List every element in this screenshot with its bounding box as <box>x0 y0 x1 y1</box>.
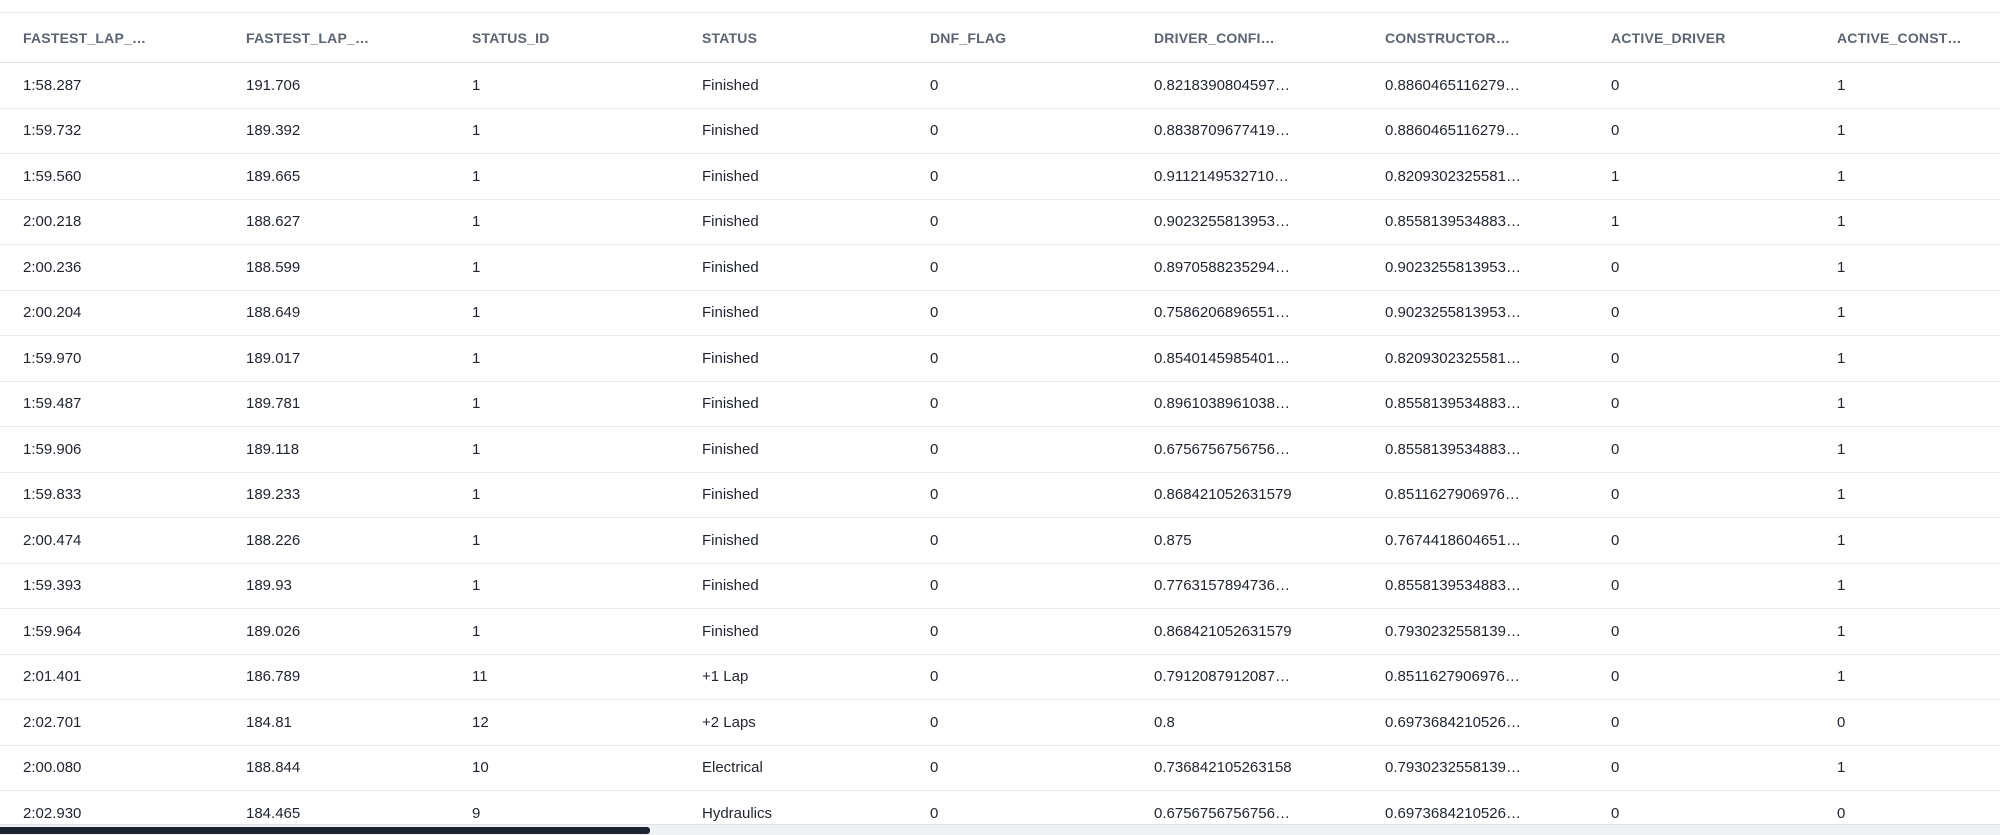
table-cell[interactable]: 0.6973684210526… <box>1385 804 1521 822</box>
table-cell[interactable]: 188.844 <box>246 759 301 777</box>
table-cell[interactable]: 1:59.560 <box>23 167 82 185</box>
table-cell[interactable]: 191.706 <box>246 76 301 94</box>
table-cell[interactable]: 189.017 <box>246 349 301 367</box>
table-row <box>0 336 2000 382</box>
table-cell[interactable]: 0.8511627906976… <box>1385 486 1520 504</box>
table-row <box>0 473 2000 519</box>
table-cell[interactable]: 12 <box>472 713 489 731</box>
table-cell[interactable]: 0.6756756756756… <box>1154 804 1290 822</box>
table-cell[interactable]: 1 <box>1611 213 1620 231</box>
table-cell[interactable]: 0 <box>1611 577 1620 595</box>
table-row <box>0 200 2000 246</box>
table-cell[interactable]: 0.8558139534883… <box>1385 213 1521 231</box>
table-cell[interactable]: 0 <box>930 258 939 276</box>
table-cell[interactable]: 189.665 <box>246 167 301 185</box>
table-cell[interactable]: 0.8860465116279… <box>1385 122 1520 140</box>
table-cell[interactable]: 1 <box>472 258 481 276</box>
table-row <box>0 564 2000 610</box>
column-header-7-active-driver[interactable]: ACTIVE_DRIVER <box>1611 29 1726 46</box>
table-cell[interactable]: 2:00.236 <box>23 258 82 276</box>
table-cell[interactable]: 1:59.732 <box>23 122 82 140</box>
table-cell[interactable]: 0.6756756756756… <box>1154 440 1290 458</box>
table-cell[interactable]: 0 <box>930 668 939 686</box>
table-cell[interactable]: 1:59.833 <box>23 486 82 504</box>
table-row <box>0 746 2000 792</box>
table-cell[interactable]: 2:00.204 <box>23 304 82 322</box>
table-cell[interactable]: 0 <box>930 622 939 640</box>
table-cell[interactable]: 11 <box>472 668 488 686</box>
table-row <box>0 655 2000 701</box>
table-cell[interactable]: 189.118 <box>246 440 300 458</box>
table-cell[interactable]: 2:00.218 <box>23 213 82 231</box>
column-header-2-status-id[interactable]: STATUS_ID <box>472 29 550 46</box>
table-row <box>0 382 2000 428</box>
table-cell[interactable]: 2:00.474 <box>23 531 82 549</box>
table-cell[interactable]: Finished <box>702 349 759 367</box>
table-cell[interactable]: 0 <box>1611 349 1620 367</box>
table-cell[interactable]: 1 <box>1837 349 1846 367</box>
table-cell[interactable]: 0 <box>930 304 939 322</box>
table-cell[interactable]: 0.8209302325581… <box>1385 167 1521 185</box>
table-cell[interactable]: 0 <box>1611 713 1620 731</box>
table-cell[interactable]: 0.8558139534883… <box>1385 440 1521 458</box>
table-cell[interactable]: 0.6973684210526… <box>1385 713 1521 731</box>
table-cell[interactable]: 0 <box>930 349 939 367</box>
table-cell[interactable]: 1 <box>1837 668 1846 686</box>
table-cell[interactable]: 1 <box>472 486 481 504</box>
table-cell[interactable]: 0.9112149532710… <box>1154 167 1289 185</box>
table-cell[interactable]: 0.8511627906976… <box>1385 668 1520 686</box>
table-cell[interactable]: 1 <box>472 531 481 549</box>
table-cell[interactable]: 1 <box>1837 622 1846 640</box>
table-cell[interactable]: 0 <box>1611 622 1620 640</box>
table-cell[interactable]: 2:01.401 <box>23 668 82 686</box>
table-cell[interactable]: 0.875 <box>1154 531 1192 549</box>
table-cell[interactable]: 188.627 <box>246 213 301 231</box>
table-cell[interactable]: 0 <box>930 577 939 595</box>
table-body <box>0 63 2000 835</box>
table-cell[interactable]: 0.8558139534883… <box>1385 395 1521 413</box>
table-row <box>0 63 2000 109</box>
table-cell[interactable]: 1 <box>1837 304 1846 322</box>
table-cell[interactable]: 0.736842105263158 <box>1154 759 1292 777</box>
table-cell[interactable]: 0.8540145985401… <box>1154 349 1290 367</box>
table-cell[interactable]: 0 <box>1611 258 1620 276</box>
table-row <box>0 427 2000 473</box>
table-cell[interactable]: 0 <box>930 213 939 231</box>
table-cell[interactable]: 1 <box>1837 213 1846 231</box>
table-cell[interactable]: 0 <box>930 804 939 822</box>
table-cell[interactable]: Finished <box>702 213 759 231</box>
table-cell[interactable]: Finished <box>702 167 759 185</box>
table-cell[interactable]: 0.7586206896551… <box>1154 304 1290 322</box>
table-cell[interactable]: 1:59.964 <box>23 622 82 640</box>
table-cell[interactable]: 0 <box>930 167 939 185</box>
table-cell[interactable]: Hydraulics <box>702 804 773 822</box>
table-row <box>0 518 2000 564</box>
table-cell[interactable]: 10 <box>472 759 489 777</box>
table-cell[interactable]: +2 Laps <box>702 713 756 731</box>
table-row <box>0 154 2000 200</box>
table-cell[interactable]: 1 <box>1837 76 1846 94</box>
table-cell[interactable]: 0.8961038961038… <box>1154 395 1290 413</box>
table-cell[interactable]: 0 <box>1611 668 1620 686</box>
table-row <box>0 700 2000 746</box>
table-cell[interactable]: 1 <box>472 577 481 595</box>
column-header-0-fastest-lap[interactable]: FASTEST_LAP_… <box>23 29 147 46</box>
table-cell[interactable]: 1 <box>1837 486 1846 504</box>
column-header-5-driver-confi[interactable]: DRIVER_CONFI… <box>1154 29 1275 46</box>
table-cell[interactable]: 0 <box>1611 122 1620 140</box>
table-cell[interactable]: 0.8558139534883… <box>1385 577 1521 595</box>
table-cell[interactable]: 188.226 <box>246 531 301 549</box>
table-cell[interactable]: 0 <box>930 122 939 140</box>
table-cell[interactable]: 1 <box>1837 759 1846 777</box>
table-cell[interactable]: 0 <box>1611 486 1620 504</box>
table-cell[interactable]: 189.026 <box>246 622 301 640</box>
table-cell[interactable]: +1 Lap <box>702 668 749 686</box>
table-cell[interactable]: 188.599 <box>246 258 301 276</box>
table-cell[interactable]: 0 <box>930 440 939 458</box>
table-cell[interactable]: 2:02.701 <box>23 713 82 731</box>
table-cell[interactable]: 0.868421052631579 <box>1154 622 1292 640</box>
table-cell[interactable]: 1:58.287 <box>23 76 82 94</box>
table-cell[interactable]: 2:00.080 <box>23 759 82 777</box>
table-cell[interactable]: Finished <box>702 304 759 322</box>
table-cell[interactable]: 1:59.970 <box>23 349 82 367</box>
table-cell[interactable]: 1:59.487 <box>23 395 82 413</box>
table-cell[interactable]: 189.233 <box>246 486 301 504</box>
table-row <box>0 609 2000 655</box>
table-cell[interactable]: Finished <box>702 258 759 276</box>
table-cell[interactable]: Finished <box>702 122 759 140</box>
table-cell[interactable]: 1 <box>472 167 481 185</box>
column-header-1-fastest-lap[interactable]: FASTEST_LAP_… <box>246 29 370 46</box>
table-cell[interactable]: 0.7674418604651… <box>1385 531 1521 549</box>
table-cell[interactable]: 1 <box>472 304 481 322</box>
table-cell[interactable]: 1 <box>472 395 481 413</box>
table-cell[interactable]: 0 <box>930 713 939 731</box>
table-cell[interactable]: 0.8209302325581… <box>1385 349 1521 367</box>
table-cell[interactable]: 1 <box>472 76 481 94</box>
column-header-8-active-const[interactable]: ACTIVE_CONST… <box>1837 29 1962 46</box>
table-cell[interactable]: Finished <box>702 486 759 504</box>
table-cell[interactable]: 0.8 <box>1154 713 1175 731</box>
table-cell[interactable]: 1 <box>1837 440 1846 458</box>
table-cell[interactable]: 188.649 <box>246 304 301 322</box>
table-cell[interactable]: Finished <box>702 395 759 413</box>
table-cell[interactable]: 1:59.393 <box>23 577 82 595</box>
table-cell[interactable]: Finished <box>702 440 759 458</box>
table-cell[interactable]: 0.7763157894736… <box>1154 577 1290 595</box>
table-cell[interactable]: 1 <box>1837 531 1846 549</box>
table-cell[interactable]: 0.9023255813953… <box>1385 258 1521 276</box>
column-header-3-status[interactable]: STATUS <box>702 29 758 46</box>
table-cell[interactable]: 1 <box>472 440 481 458</box>
table-cell[interactable]: Finished <box>702 76 759 94</box>
table-cell[interactable]: 1 <box>472 622 481 640</box>
table-cell[interactable]: 0.8218390804597… <box>1154 76 1290 94</box>
horizontal-scrollbar-track[interactable] <box>0 824 2000 835</box>
table-cell[interactable]: 0.7912087912087… <box>1154 668 1290 686</box>
table-cell[interactable]: 186.789 <box>246 668 301 686</box>
table-cell[interactable]: 1 <box>1837 395 1846 413</box>
table-cell[interactable]: 1 <box>472 349 481 367</box>
horizontal-scrollbar-thumb[interactable] <box>0 827 650 834</box>
table-cell[interactable]: 1:59.906 <box>23 440 82 458</box>
table-cell[interactable]: 0 <box>1611 304 1620 322</box>
table-cell[interactable]: 0 <box>1837 804 1846 822</box>
table-cell[interactable]: Electrical <box>702 759 763 777</box>
table-cell[interactable]: 0.9023255813953… <box>1385 304 1521 322</box>
table-cell[interactable]: Finished <box>702 531 759 549</box>
table-cell[interactable]: 0 <box>1611 76 1620 94</box>
table-cell[interactable]: 0 <box>930 759 939 777</box>
table-row <box>0 245 2000 291</box>
table-cell[interactable]: 0 <box>1611 395 1620 413</box>
table-cell[interactable]: 189.781 <box>246 395 301 413</box>
table-cell[interactable]: 0.8970588235294… <box>1154 258 1290 276</box>
table-cell[interactable]: 0 <box>930 531 939 549</box>
table-cell[interactable]: 1 <box>472 213 481 231</box>
table-row <box>0 291 2000 337</box>
table-cell[interactable]: 0 <box>1837 713 1846 731</box>
table-cell[interactable]: 1 <box>472 122 481 140</box>
table-cell[interactable]: 0 <box>1611 759 1620 777</box>
table-cell[interactable]: 0.868421052631579 <box>1154 486 1292 504</box>
table-cell[interactable]: 0.9023255813953… <box>1154 213 1290 231</box>
table-cell[interactable]: 1 <box>1837 167 1846 185</box>
table-cell[interactable]: 0.8860465116279… <box>1385 76 1520 94</box>
table-cell[interactable]: Finished <box>702 622 759 640</box>
table-cell[interactable]: 1 <box>1611 167 1620 185</box>
column-header-4-dnf-flag[interactable]: DNF_FLAG <box>930 29 1007 46</box>
table-row <box>0 109 2000 155</box>
table-cell[interactable]: 2:02.930 <box>23 804 82 822</box>
table-cell[interactable]: 0.7930232558139… <box>1385 622 1521 640</box>
table-cell[interactable]: 0.7930232558139… <box>1385 759 1521 777</box>
table-cell[interactable]: 0 <box>1611 531 1620 549</box>
table-cell[interactable]: 1 <box>1837 122 1846 140</box>
table-cell[interactable]: 0 <box>1611 804 1620 822</box>
table-cell[interactable]: 0.8838709677419… <box>1154 122 1290 140</box>
table-cell[interactable]: 0 <box>1611 440 1620 458</box>
data-table <box>0 12 2000 835</box>
table-header-row <box>0 12 2000 63</box>
table-cell[interactable]: 189.93 <box>246 577 292 595</box>
table-cell[interactable]: 1 <box>1837 577 1846 595</box>
column-header-6-constructor[interactable]: CONSTRUCTOR… <box>1385 29 1511 46</box>
table-cell[interactable]: Finished <box>702 577 759 595</box>
table-cell[interactable]: 184.81 <box>246 713 292 731</box>
table-cell[interactable]: 189.392 <box>246 122 301 140</box>
table-cell[interactable]: 0 <box>930 486 939 504</box>
table-cell[interactable]: 184.465 <box>246 804 301 822</box>
table-cell[interactable]: 0 <box>930 395 939 413</box>
table-cell[interactable]: 0 <box>930 76 939 94</box>
table-cell[interactable]: 9 <box>472 804 481 822</box>
table-cell[interactable]: 1 <box>1837 258 1846 276</box>
